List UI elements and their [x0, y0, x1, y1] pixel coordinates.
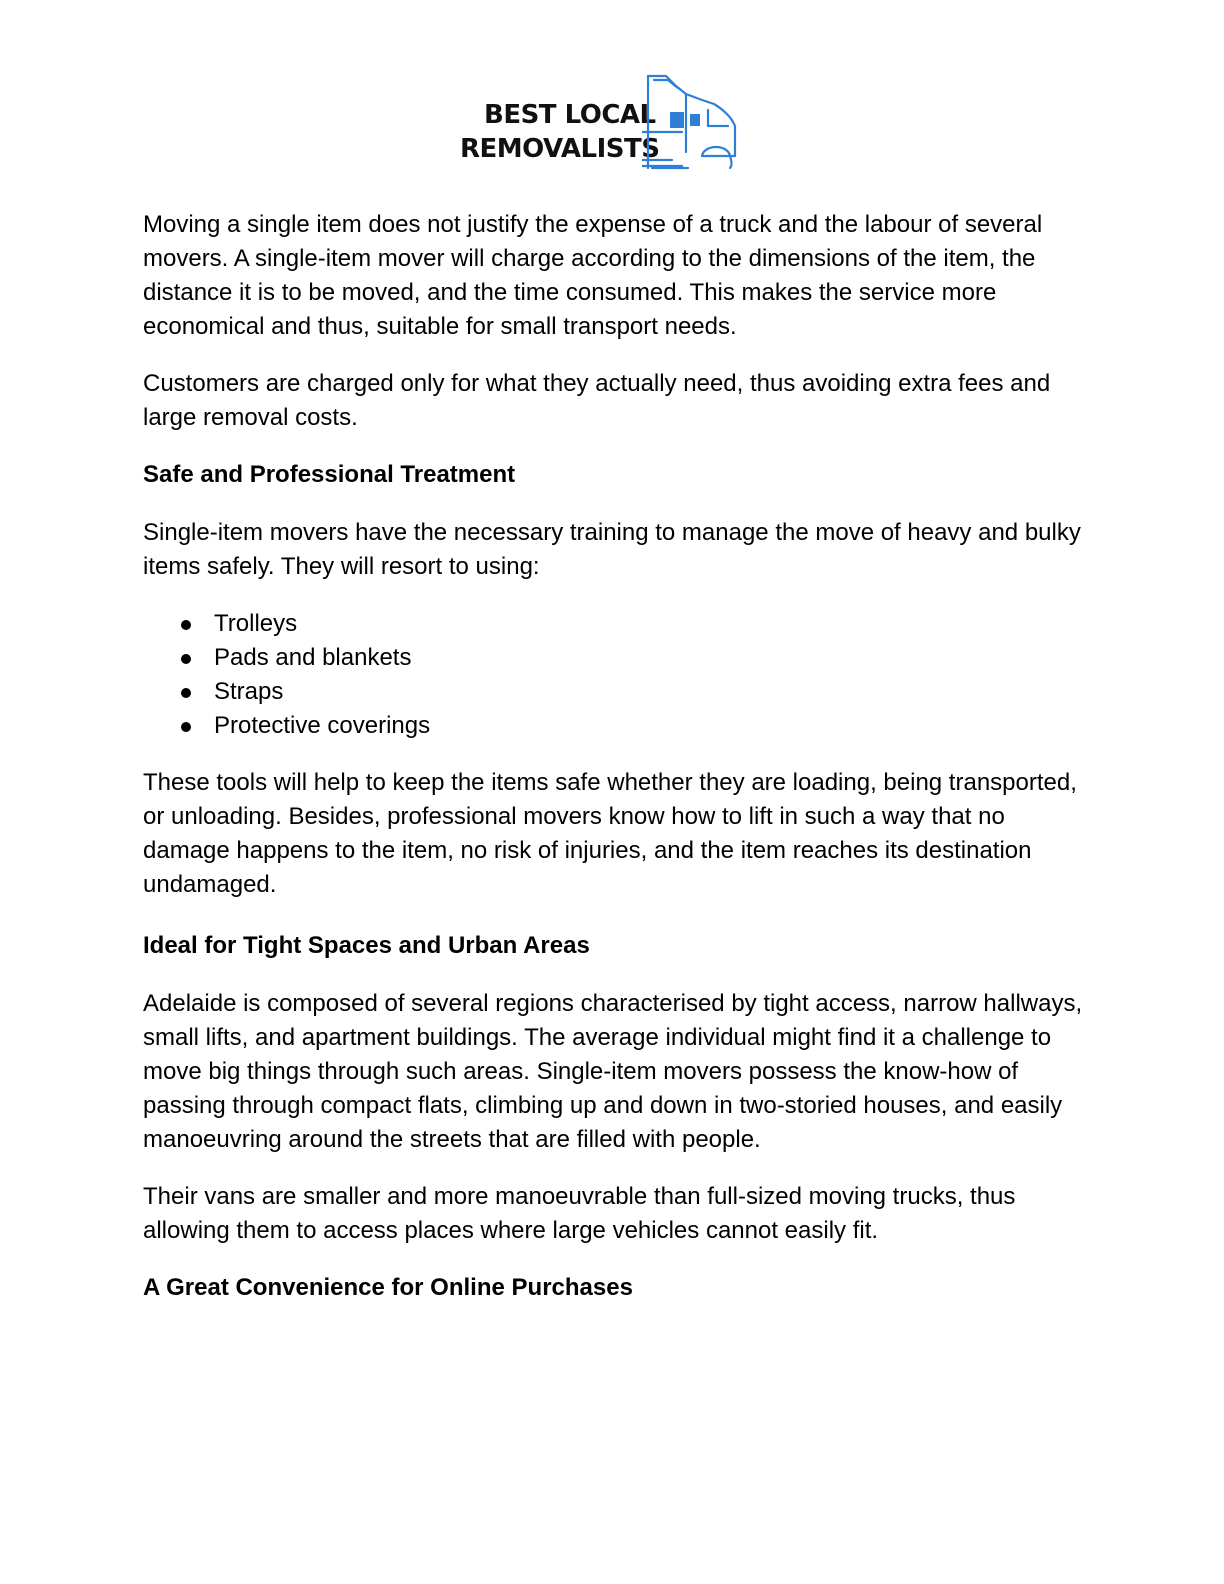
bullet-icon — [181, 654, 191, 664]
paragraph-vans: Their vans are smaller and more manoeuvrable than full-sized moving trucks, thus allowing them to access places where large vehicles cannot easily fit. — [143, 1183, 1016, 1244]
list-item — [143, 607, 1083, 641]
truck-icon — [642, 70, 756, 176]
article-body — [143, 208, 1083, 1329]
list-item-label: Pads and blankets — [214, 644, 412, 671]
paragraph-fees: Customers are charged only for what they actually need, thus avoiding extra fees and large removal costs. — [143, 370, 1051, 431]
list-item-label: Trolleys — [214, 610, 298, 637]
heading-online-purchases: A Great Convenience for Online Purchases — [143, 1274, 633, 1301]
list-item — [143, 641, 1083, 675]
heading-safe-treatment: Safe and Professional Treatment — [143, 461, 516, 488]
bullet-icon — [181, 620, 191, 630]
heading-tight-spaces: Ideal for Tight Spaces and Urban Areas — [143, 932, 590, 959]
bullet-icon — [181, 722, 191, 732]
logo-text-line2: REMOVALISTS — [460, 134, 660, 164]
list-item — [143, 709, 1083, 743]
paragraph-tools-safety: These tools will help to keep the items safe whether they are loading, being transported, or unloading. Besides, professional movers know how to lift in such a way that no damage happens to the item, no risk of injuries, and the item reaches its destination undamaged. — [143, 769, 1077, 898]
list-item-label: Protective coverings — [214, 712, 431, 739]
company-logo — [456, 70, 756, 176]
list-item-label: Straps — [214, 678, 284, 705]
logo-text-line1: BEST LOCAL — [484, 100, 656, 130]
paragraph-pricing: Moving a single item does not justify the expense of a truck and the labour of several movers. A single-item mover will charge according to the dimensions of the item, the distance it is to be moved, and the time consumed. This makes the service more economical and thus, suitable for small transport needs. — [143, 211, 1043, 340]
bullet-icon — [181, 688, 191, 698]
paragraph-training: Single-item movers have the necessary training to manage the move of heavy and bulky items safely. They will resort to using: — [143, 519, 1081, 580]
list-item — [143, 675, 1083, 709]
paragraph-adelaide: Adelaide is composed of several regions characterised by tight access, narrow hallways, small lifts, and apartment buildings. The average individual might find it a challenge to move big things through such areas. Single-item movers possess the know-how of passing through compact flats, climbing up and down in two-storied houses, and easily manoeuvring around the streets that are filled with people. — [143, 990, 1083, 1153]
tools-list — [143, 607, 1083, 743]
